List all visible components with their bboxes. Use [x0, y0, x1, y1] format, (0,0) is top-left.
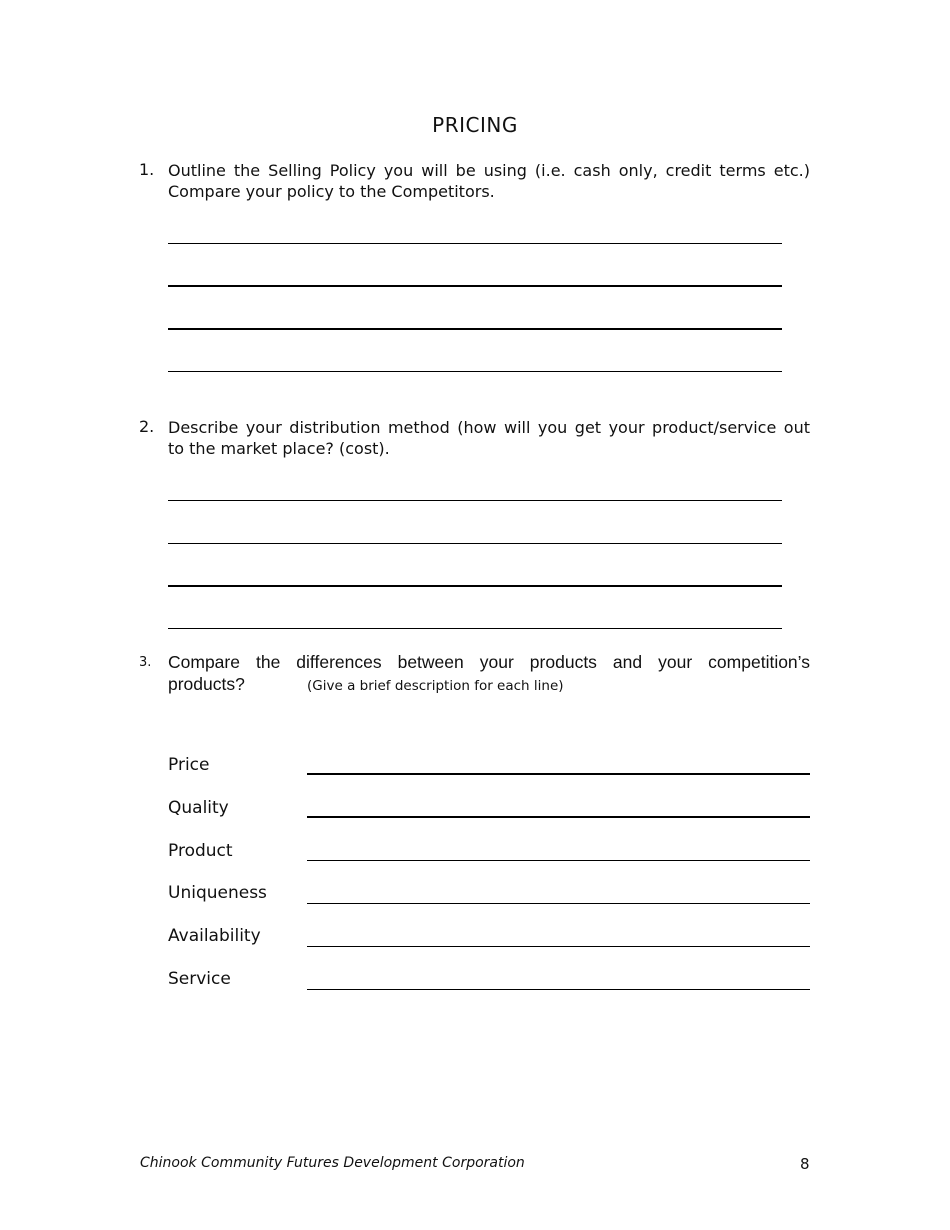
question-3-hint: (Give a brief description for each line)	[307, 678, 564, 694]
question-2-number: 2.	[139, 417, 155, 436]
comparison-line-service[interactable]	[307, 989, 810, 990]
answer-line-q2-1[interactable]	[168, 500, 782, 501]
comparison-line-product[interactable]	[307, 860, 810, 861]
footer-organization: Chinook Community Futures Development Corporation	[140, 1155, 525, 1171]
answer-line-q1-4[interactable]	[168, 371, 782, 372]
page-title: PRICING	[432, 113, 518, 137]
comparison-line-availability[interactable]	[307, 946, 810, 947]
comparison-label-product: Product	[168, 841, 233, 861]
answer-line-q2-3[interactable]	[168, 585, 782, 587]
answer-line-q2-4[interactable]	[168, 628, 782, 629]
footer-page-number: 8	[800, 1155, 810, 1173]
question-2-line-1: Describe your distribution method (how will you get your product/service out	[168, 418, 810, 437]
answer-line-q1-2[interactable]	[168, 285, 782, 287]
comparison-label-availability: Availability	[168, 926, 261, 946]
comparison-label-uniqueness: Uniqueness	[168, 883, 267, 903]
answer-line-q1-1[interactable]	[168, 243, 782, 244]
question-3-line-2-text: products?	[168, 674, 245, 694]
comparison-line-quality[interactable]	[307, 816, 810, 818]
question-3-text	[168, 651, 810, 695]
question-3-line-1: Compare the differences between your products and your competition’s	[168, 652, 810, 672]
question-1-number: 1.	[139, 160, 155, 179]
answer-line-q1-3[interactable]	[168, 328, 782, 330]
comparison-line-price[interactable]	[307, 773, 810, 775]
question-2-line-2: to the market place? (cost).	[168, 439, 390, 458]
question-1-text	[168, 160, 810, 202]
comparison-label-quality: Quality	[168, 798, 229, 818]
question-1-line-2: Compare your policy to the Competitors.	[168, 182, 495, 201]
question-3-line-2	[168, 673, 810, 695]
comparison-label-price: Price	[168, 755, 210, 775]
comparison-line-uniqueness[interactable]	[307, 903, 810, 904]
answer-line-q2-2[interactable]	[168, 543, 782, 544]
question-2-text	[168, 417, 810, 459]
comparison-label-service: Service	[168, 969, 231, 989]
question-1-line-1: Outline the Selling Policy you will be using (i.e. cash only, credit terms etc.)	[168, 161, 810, 180]
question-3-number: 3.	[139, 655, 152, 670]
